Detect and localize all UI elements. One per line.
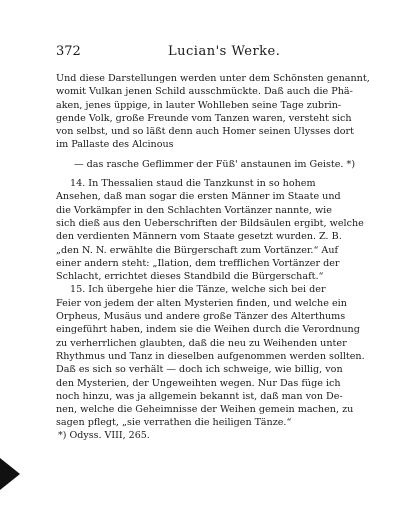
text-line: Und diese Darstellungen werden unter dem Schönsten genannt,: [56, 73, 370, 84]
text-line: „den N. N. erwählte die Bürgerschaft zum Vortänzer.“ Auf: [56, 244, 339, 256]
text-line: nen, welche die Geheimnisse der Weihen gemein machen, zu: [56, 404, 354, 416]
text-line: einer andern steht: „Ilation, dem trefflichen Vortänzer der: [56, 257, 340, 269]
text-line: eingeführt haben, indem sie die Weihen durch die Verordnung: [56, 324, 360, 336]
text-line: Ansehen, daß man sogar die ersten Männer im Staate und: [56, 191, 341, 203]
text-line: Daß es sich so verhält — doch ich schweige, wie billig, von: [56, 364, 343, 376]
text-line: 15. Ich übergehe hier die Tänze, welche sich bei der: [70, 284, 326, 296]
text-line: den verdienten Männern vom Staate gesetzt wurden. Z. B.: [56, 231, 342, 243]
running-title: Lucian's Werke.: [168, 44, 281, 59]
page-number: 372: [56, 44, 81, 59]
footnote: *) Odyss. VIII, 265.: [58, 430, 150, 441]
text-line: Schlacht, errichtet dieses Standbild die Bürgerschaft.“: [56, 271, 324, 283]
text-line: Rhythmus und Tanz in dieselben aufgenommen werden sollten.: [56, 350, 365, 362]
text-line: Orpheus, Musäus und andere große Tänzer des Alterthums: [56, 311, 346, 323]
text-line: Feier von jedem der alten Mysterien finden, und welche ein: [56, 297, 347, 309]
text-line: womit Vulkan jenen Schild ausschmückte. Daß auch die Phä-: [56, 86, 353, 98]
text-line: zu verherrlichen glaubten, daß die neu zu Weihenden unter: [56, 337, 347, 349]
text-line: noch hinzu, was ja allgemein bekannt ist, daß man von De-: [56, 390, 343, 402]
text-line: die Vorkämpfer in den Schlachten Vortänzer nannte, wie: [56, 204, 332, 216]
text-line: im Pallaste des Alcinous: [56, 139, 174, 151]
body-text: [56, 72, 370, 430]
page-header: [56, 44, 356, 62]
text-line: sagen pflegt, „sie verrathen die heiligen Tänze.“: [56, 417, 292, 429]
text-line: den Mysterien, der Ungeweihten wegen. Nur Das füge ich: [56, 377, 341, 389]
page-edge-marker: [0, 458, 20, 490]
text-line: gende Volk, große Freunde vom Tanzen waren, versteht sich: [56, 112, 352, 124]
text-line: aken, jenes üppige, in lauter Wohlleben seine Tage zubrin-: [56, 99, 342, 111]
text-line: sich dieß aus den Ueberschriften der Bildsäulen ergibt, welche: [56, 217, 364, 229]
verse-quote: — das rasche Geflimmer der Füß' anstaunen im Geiste. *): [74, 158, 356, 170]
text-line: von selbst, und so läßt denn auch Homer seinen Ulysses dort: [56, 126, 354, 138]
text-line: 14. In Thessalien staud die Tanzkunst in so hohem: [70, 178, 316, 190]
